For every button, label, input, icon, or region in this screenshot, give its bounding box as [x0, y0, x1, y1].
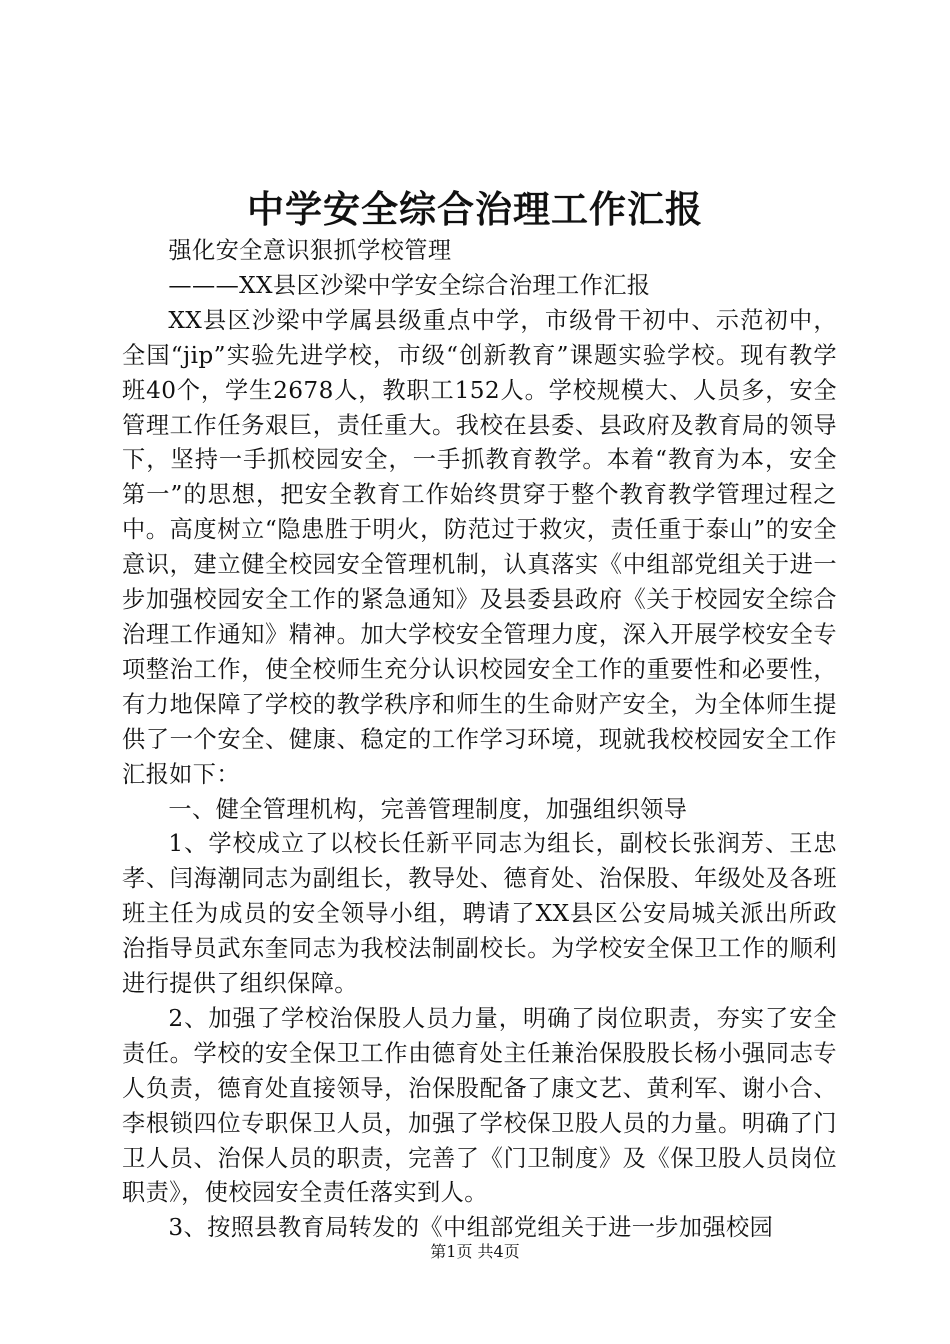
document-body: [122, 234, 837, 1246]
document-title: 中学安全综合治理工作汇报: [247, 187, 703, 231]
body-paragraph: 强化安全意识狠抓学校管理: [168, 237, 452, 264]
body-paragraph: 3、按照县教育局转发的《中组部党组关于进一步加强校园: [168, 1214, 774, 1242]
body-paragraph: 2、加强了学校治保股人员力量，明确了岗位职责，夯实了安全责任。学校的安全保卫工作由德育处主任兼治保股股长杨小强同志专人负责，德育处直接领导，治保股配备了康文艺、黄利军、谢小合、李根锁四位专职保卫人员，加强了学校保卫股人员的力量。明确了门卫人员、治保人员的职责，完善了《门卫制度》及《保卫股人员岗位职责》，使校园安全责任落实到人。: [122, 1004, 837, 1207]
page-footer: 第1页 共4页: [430, 1242, 520, 1261]
body-paragraph: 1、学校成立了以校长任新平同志为组长，副校长张润芳、王忠孝、闫海潮同志为副组长，教导处、德育处、治保股、年级处及各班班主任为成员的安全领导小组，聘请了XX县区公安局城关派出所政治指导员武东奎同志为我校法制副校长。为学校安全保卫工作的顺利进行提供了组织保障。: [122, 830, 837, 998]
body-paragraph: XX县区沙梁中学属县级重点中学，市级骨干初中、示范初中，全国“jip”实验先进学校，市级“创新教育”课题实验学校。现有教学班40个，学生2678人，教职工152人。学校规模大、人员多，安全管理工作任务艰巨，责任重大。我校在县委、县政府及教育局的领导下，坚持一手抓校园安全，一手抓教育教学。本着“教育为本，安全第一”的思想，把安全教育工作始终贯穿于整个教育教学管理过程之中。高度树立“隐患胜于明火，防范过于救灾，责任重于泰山”的安全意识，建立健全校园安全管理机制，认真落实《中组部党组关于进一步加强校园安全工作的紧急通知》及县委县政府《关于校园安全综合治理工作通知》精神。加大学校安全管理力度，深入开展学校安全专项整治工作，使全校师生充分认识校园安全工作的重要性和必要性，有力地保障了学校的教学秩序和师生的生命财产安全，为全体师生提供了一个安全、健康、稳定的工作学习环境，现就我校校园安全工作汇报如下：: [122, 306, 837, 788]
body-paragraph: 一、健全管理机构，完善管理制度，加强组织领导: [168, 795, 688, 823]
body-paragraph: ———XX县区沙梁中学安全综合治理工作汇报: [168, 271, 651, 299]
